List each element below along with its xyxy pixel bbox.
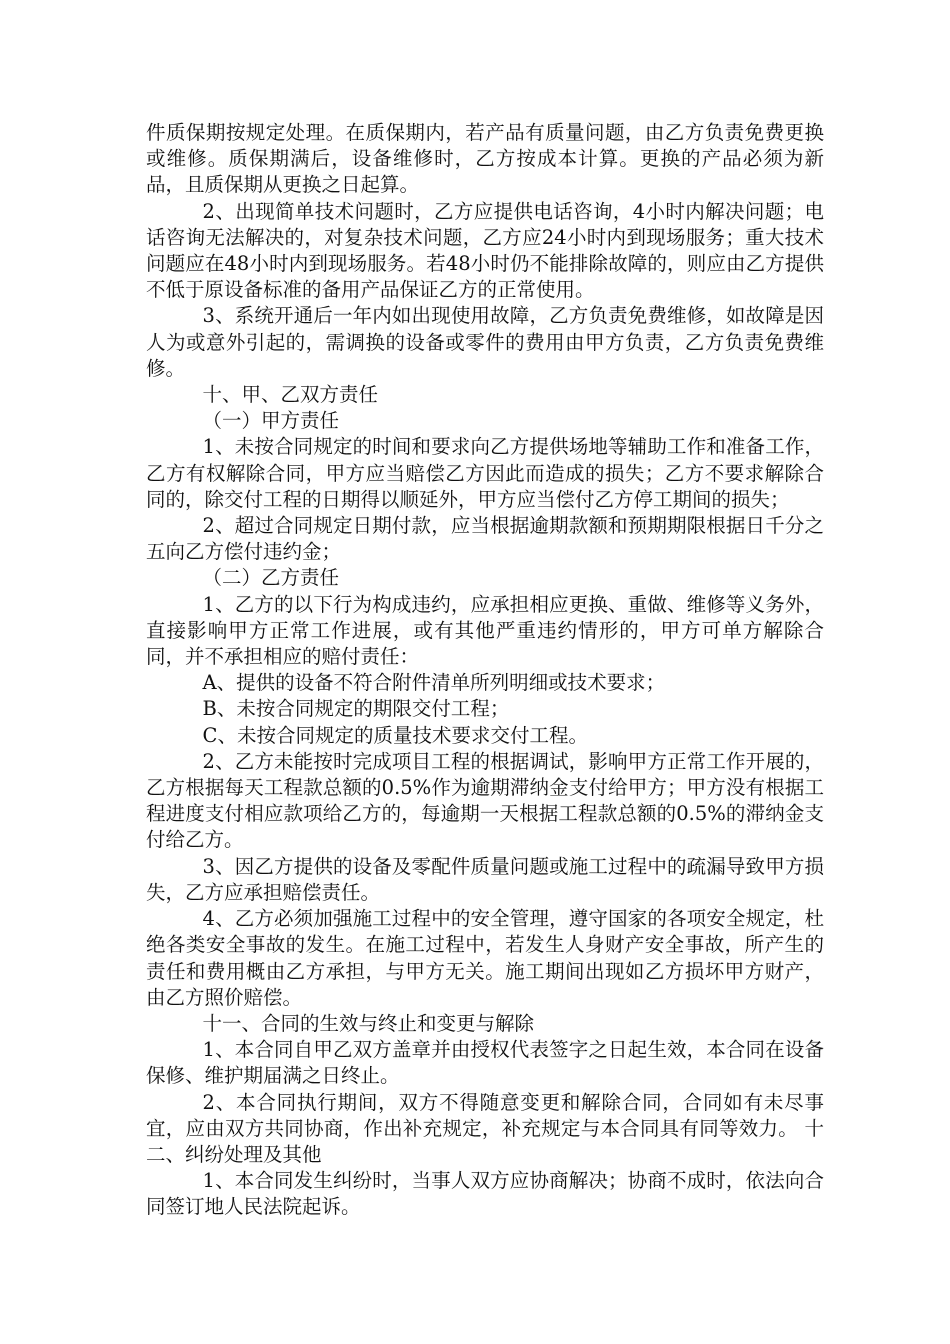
document-page: [146, 120, 824, 1221]
paragraph-overdue-penalty: 2、乙方未能按时完成项目工程的根据调试，影响甲方正常工作开展的，乙方根据每天工程款总额的0.5%作为逾期滞纳金支付给甲方；甲方没有根据工程进度支付相应款项给乙方的，每逾期一天根据工程款总额的0.5%的滞纳金支付给乙方。: [146, 749, 824, 852]
paragraph-party-b-breach: 1、乙方的以下行为构成违约，应承担相应更换、重做、维修等义务外，直接影响甲方正常工作进展，或有其他严重违约情形的，甲方可单方解除合同，并不承担相应的赔付责任：: [146, 592, 824, 669]
list-item-a: A、提供的设备不符合附件清单所列明细或技术要求；: [202, 671, 666, 695]
paragraph-party-a-site: 1、未按合同规定的时间和要求向乙方提供场地等辅助工作和准备工作，乙方有权解除合同，甲方应当赔偿乙方因此而造成的损失；乙方不要求解除合同的，除交付工程的日期得以顺延外，甲方应当偿付乙方停工期间的损失；: [146, 435, 824, 511]
paragraph-compensation: 3、因乙方提供的设备及零配件质量问题或施工过程中的疏漏导致甲方损失，乙方应承担赔偿责任。: [146, 854, 824, 904]
paragraph-free-maintenance: 3、系统开通后一年内如出现使用故障，乙方负责免费维修，如故障是因人为或意外引起的，需调换的设备或零件的费用由甲方负责，乙方负责免费维修。: [146, 304, 824, 380]
paragraph-effective-date: 1、本合同自甲乙双方盖章并由授权代表签字之日起生效，本合同在设备保修、维护期届满之日终止。: [146, 1038, 824, 1088]
subsection-heading-party-a: （一）甲方责任: [202, 409, 340, 433]
section-heading-effect-termination: 十一、合同的生效与终止和变更与解除: [202, 1011, 535, 1035]
paragraph-dispute: 1、本合同发生纠纷时，当事人双方应协商解决；协商不成时，依法向合同签订地人民法院起诉。: [146, 1169, 824, 1219]
paragraph-amendment: 2、本合同执行期间，双方不得随意变更和解除合同，合同如有未尽事宜，应由双方共同协商，作出补充规定，补充规定与本合同具有同等效力。 十二、纠纷处理及其他: [146, 1090, 824, 1166]
paragraph-party-a-late-payment: 2、超过合同规定日期付款，应当根据逾期款额和预期期限根据日千分之五向乙方偿付违约金；: [146, 514, 824, 564]
list-item-b: B、未按合同规定的期限交付工程；: [202, 697, 510, 721]
section-heading-responsibilities: 十、甲、乙双方责任: [202, 383, 379, 407]
list-item-c: C、未按合同规定的质量技术要求交付工程。: [202, 723, 588, 747]
paragraph-warranty-continued: 件质保期按规定处理。在质保期内，若产品有质量问题，由乙方负责免费更换或维修。质保期满后，设备维修时，乙方按成本计算。更换的产品必须为新品，且质保期从更换之日起算。: [146, 121, 824, 197]
paragraph-safety: 4、乙方必须加强施工过程中的安全管理，遵守国家的各项安全规定，杜绝各类安全事故的发生。在施工过程中，若发生人身财产安全事故，所产生的责任和费用概由乙方承担，与甲方无关。施工期间出现如乙方损坏甲方财产，由乙方照价赔偿。: [146, 907, 824, 1009]
paragraph-tech-support: 2、出现简单技术问题时，乙方应提供电话咨询，4小时内解决问题；电话咨询无法解决的，对复杂技术问题，乙方应24小时内到现场服务；重大技术问题应在48小时内到现场服务。若48小时仍不能排除故障的，则应由乙方提供不低于原设备标准的备用产品保证乙方的正常使用。: [146, 199, 824, 302]
subsection-heading-party-b: （二）乙方责任: [202, 566, 340, 590]
